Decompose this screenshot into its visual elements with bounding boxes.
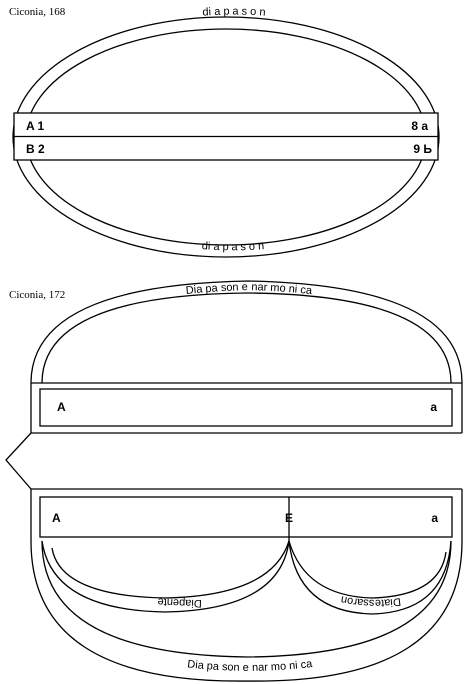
syllable: Dia xyxy=(186,658,205,672)
syllable: o xyxy=(249,5,257,19)
syllable: ni xyxy=(288,659,299,673)
syllable: Dia xyxy=(185,283,203,297)
syllable: di xyxy=(202,6,212,19)
syllable: nar xyxy=(251,281,268,294)
diatessaron-label-text: Diatessaron xyxy=(339,593,402,610)
diapente-arc-inner xyxy=(52,541,289,598)
syllable: ni xyxy=(288,283,298,296)
syllable: son xyxy=(221,661,240,674)
syllable: ca xyxy=(300,657,313,672)
syllable: nar xyxy=(251,661,269,674)
lower-bar-middle-label: E xyxy=(284,511,294,525)
diapente-label xyxy=(157,595,202,609)
syllable: e xyxy=(241,281,249,294)
hinge-notch xyxy=(6,433,31,489)
figure-1-top-arc-text xyxy=(202,6,266,19)
syllable: p xyxy=(223,5,230,18)
upper-bar-left-label: A xyxy=(57,400,66,414)
syllable: mo xyxy=(270,660,287,674)
lower-bar xyxy=(40,497,452,537)
row1-left-label: A 1 xyxy=(26,119,45,133)
syllable: s xyxy=(240,241,247,254)
syllable: o xyxy=(248,240,256,253)
figure-2-bottom-arc-text xyxy=(187,658,314,674)
diapente-label-text: Diapente xyxy=(157,595,202,610)
syllable: di xyxy=(201,240,211,253)
syllable: n xyxy=(257,240,265,253)
lower-bar-right-label: a xyxy=(431,511,438,525)
syllable: a xyxy=(231,241,238,254)
diatessaron-arc-inner xyxy=(289,541,446,598)
syllable: p xyxy=(222,241,229,254)
syllable: a xyxy=(214,5,221,18)
upper-dome-inner xyxy=(42,293,451,383)
syllable: a xyxy=(232,5,239,18)
lower-bar-left-label: A xyxy=(52,511,61,525)
figure-1-bottom-arc-text xyxy=(201,240,264,253)
row2-right-label: 9 Ь xyxy=(413,142,432,156)
upper-bar-right-label: a xyxy=(430,400,437,414)
figure-1-caption: Ciconia, 168 xyxy=(9,6,66,18)
row2-left-label: B 2 xyxy=(26,142,45,156)
syllable: mo xyxy=(269,281,287,295)
figure-1 xyxy=(9,6,439,257)
figure-2 xyxy=(6,281,462,681)
syllable: s xyxy=(241,5,248,18)
syllable: son xyxy=(220,281,239,295)
syllable: pa xyxy=(204,282,219,296)
syllable: pa xyxy=(206,660,220,673)
diatessaron-label xyxy=(340,593,402,609)
syllable: e xyxy=(242,661,249,675)
syllable: ca xyxy=(299,284,313,298)
row1-right-label: 8 a xyxy=(411,119,428,133)
upper-dome-outer xyxy=(31,281,462,383)
syllable: a xyxy=(213,240,220,254)
figure-2-caption: Ciconia, 172 xyxy=(9,289,66,301)
syllable: n xyxy=(259,6,266,19)
upper-bar xyxy=(40,389,452,426)
